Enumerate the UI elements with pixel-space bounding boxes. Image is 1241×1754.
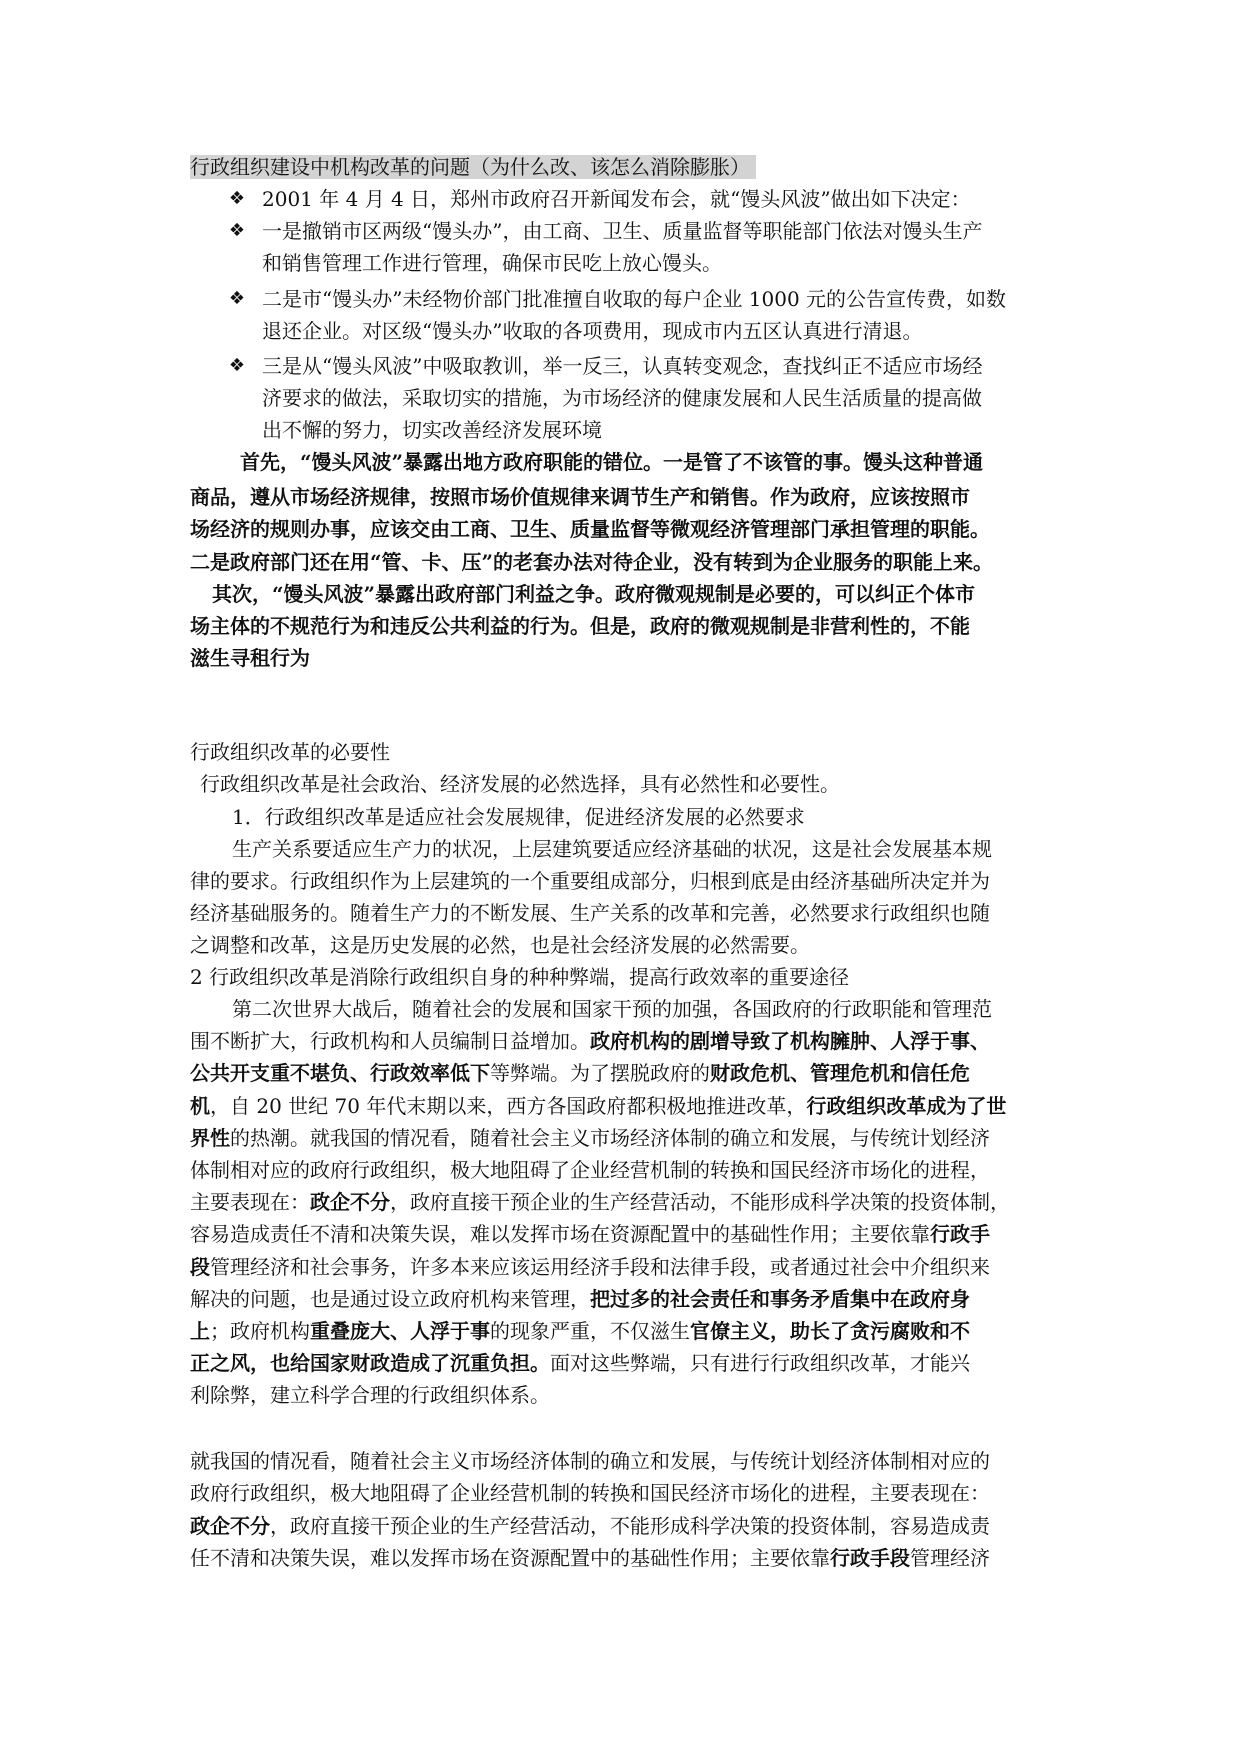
bold-para-line-4: 二是政府部门还在用“管、卡、压”的老套办法对待企业，没有转到为企业服务的职能上来。	[190, 550, 994, 574]
text-span: 围不断扩大，行政机构和人员编制日益增加。	[190, 1029, 590, 1054]
para2-line-1	[232, 993, 992, 1025]
bold-para-line-1: 首先，“馒头风波”暴露出地方政府职能的错位。一是管了不该管的事。馒头这种普通	[240, 450, 984, 474]
text-span: 的热潮。就我国的情况看，随着社会主义市场经济体制的确立和发展，与传统计划经济	[230, 1125, 990, 1150]
para2-line-7	[190, 1186, 1010, 1218]
text-span: 利除弊，建立科学合理的行政组织体系。	[190, 1383, 550, 1408]
para2-line-5	[190, 1122, 990, 1154]
text-span: ，政府直接干预企业的生产经营活动，不能形成科学决策的投资体制，容易造成责	[270, 1513, 990, 1538]
bullet-2-line-1: 一是撤销市区两级“馒头办”，由工商、卫生、质量监督等职能部门依法对馒头生产	[262, 219, 983, 243]
para2-line-8	[190, 1218, 990, 1250]
bold-text-span: 行政组织改革成为了世	[806, 1093, 1007, 1118]
para3-line-1	[190, 1445, 990, 1477]
bold-text-span: 上	[190, 1319, 210, 1343]
text-span: 的现象严重，不仅滋生	[490, 1319, 690, 1343]
para1-line-3: 经济基础服务的。随着生产力的不断发展、生产关系的改革和完善，必然要求行政组织也随	[190, 901, 990, 925]
para1-line-2: 律的要求。行政组织作为上层建筑的一个重要组成部分，归根到底是由经济基础所决定并为	[190, 869, 990, 893]
bold-para-line-3: 场经济的规则办事，应该交由工商、卫生、质量监督等微观经济管理部门承担管理的职能。	[190, 517, 990, 541]
para2-line-10	[190, 1283, 970, 1315]
bold-text-span: 财政危机、管理危机和信任危	[710, 1061, 970, 1086]
bold-text-span: 把过多的社会责任和事务矛盾集中在政府身	[590, 1286, 970, 1311]
bullet-3-line-1: 二是市“馒头办”未经物价部门批准擅自收取的每户企业 1000 元的公告宣传费，如数	[262, 287, 1007, 311]
para2-line-2	[190, 1025, 990, 1057]
text-span: 面对这些弊端，只有进行行政组织改革，才能兴	[550, 1351, 970, 1376]
bold-para-line-6: 场主体的不规范行为和违反公共利益的行为。但是，政府的微观规制是非营利性的，不能	[190, 614, 970, 638]
para1-line-1: 生产关系要适应生产力的状况，上层建筑要适应经济基础的状况，这是社会发展基本规	[232, 837, 992, 861]
bullet-4-line-2: 济要求的做法，采取切实的措施，为市场经济的健康发展和人民生活质量的提高做	[262, 386, 982, 410]
para3-line-4	[190, 1542, 990, 1574]
document-heading: 行政组织建设中机构改革的问题（为什么改、该怎么消除膨胀）	[190, 155, 756, 179]
bold-text-span: 行政手段	[830, 1545, 910, 1570]
bold-text-span: 政企不分	[190, 1513, 270, 1538]
para3-line-2	[190, 1477, 990, 1509]
bold-text-span: 机	[190, 1093, 210, 1118]
bold-text-span: 政企不分	[310, 1190, 390, 1215]
bullet-4-line-3: 出不懈的努力，切实改善经济发展环境	[262, 418, 602, 442]
bullet-2-line-2: 和销售管理工作进行管理，确保市民吃上放心馒头。	[262, 251, 722, 275]
bold-text-span: 界性	[190, 1125, 230, 1150]
diamond-bullet-icon: ❖	[228, 288, 246, 309]
para2-line-6	[190, 1154, 990, 1186]
bold-text-span: 重叠庞大、人浮于事	[310, 1319, 490, 1343]
para2-line-13	[190, 1379, 550, 1411]
bold-text-span: 段	[190, 1254, 210, 1279]
para2-line-3	[190, 1057, 970, 1089]
text-span: ，自 20 世纪 70 年代末期以来，西方各国政府都积极地推进改革，	[210, 1093, 807, 1118]
bold-text-span: 公共开支重不堪负、行政效率低下	[190, 1061, 490, 1086]
bullet-3-line-2: 退还企业。对区级“馒头办”收取的各项费用，现成市内五区认真进行清退。	[262, 319, 923, 343]
bullet-1-line-1: 2001 年 4 月 4 日，郑州市政府召开新闻发布会，就“馒头风波”做出如下决定：	[262, 187, 971, 211]
text-span: 政府行政组织，极大地阻碍了企业经营机制的转换和国民经济市场化的进程，主要表现在：	[190, 1481, 990, 1506]
bold-para-line-7: 滋生寻租行为	[190, 646, 310, 670]
text-span: 解决的问题，也是通过设立政府机构来管理，	[190, 1286, 590, 1311]
diamond-bullet-icon: ❖	[228, 355, 246, 376]
para2-line-9	[190, 1251, 990, 1283]
diamond-bullet-icon: ❖	[228, 188, 246, 209]
text-span: 管理经济	[910, 1545, 990, 1570]
text-span: 管理经济和社会事务，许多本来应该运用经济手段和法律手段，或者通过社会中介组织来	[210, 1254, 990, 1279]
text-span: ，政府直接干预企业的生产经营活动，不能形成科学决策的投资体制，	[390, 1190, 1010, 1215]
section-intro: 行政组织改革是社会政治、经济发展的必然选择，具有必然性和必要性。	[200, 772, 840, 796]
text-span: 第二次世界大战后，随着社会的发展和国家干预的加强，各国政府的行政职能和管理范	[232, 997, 992, 1021]
bold-text-span: 行政手	[930, 1222, 990, 1247]
text-span: 任不清和决策失误，难以发挥市场在资源配置中的基础性作用；主要依靠	[190, 1545, 830, 1570]
text-span: 就我国的情况看，随着社会主义市场经济体制的确立和发展，与传统计划经济体制相对应的	[190, 1449, 990, 1473]
para2-line-12	[190, 1347, 970, 1379]
point-1-title: 1．行政组织改革是适应社会发展规律，促进经济发展的必然要求	[232, 805, 805, 829]
diamond-bullet-icon: ❖	[228, 220, 246, 241]
bold-text-span: 正之风，也给国家财政造成了沉重负担。	[190, 1351, 550, 1376]
text-span: ；政府机构	[210, 1319, 310, 1343]
section-title: 行政组织改革的必要性	[190, 740, 390, 764]
para2-line-11	[190, 1315, 970, 1347]
bullet-4-line-1: 三是从“馒头风波”中吸取教训，举一反三，认真转变观念，查找纠正不适应市场经	[262, 354, 983, 378]
bold-text-span: 官僚主义，助长了贪污腐败和不	[690, 1319, 970, 1343]
bold-para-line-5: 其次，“馒头风波”暴露出政府部门利益之争。政府微观规制是必要的，可以纠正个体市	[212, 582, 976, 606]
text-span: 容易造成责任不清和决策失误，难以发挥市场在资源配置中的基础性作用；主要依靠	[190, 1222, 930, 1247]
text-span: 等弊端。为了摆脱政府的	[490, 1061, 710, 1086]
bold-para-line-2: 商品，遵从市场经济规律，按照市场价值规律来调节生产和销售。作为政府，应该按照市	[190, 485, 970, 509]
para1-line-4: 之调整和改革，这是历史发展的必然，也是社会经济发展的必然需要。	[190, 933, 810, 957]
point-2-title: 2 行政组织改革是消除行政组织自身的种种弊端，提高行政效率的重要途径	[190, 965, 850, 989]
text-span: 体制相对应的政府行政组织，极大地阻碍了企业经营机制的转换和国民经济市场化的进程，	[190, 1158, 990, 1182]
heading-line	[190, 151, 756, 183]
bold-text-span: 政府机构的剧增导致了机构臃肿、人浮于事、	[590, 1029, 990, 1054]
text-span: 主要表现在：	[190, 1190, 310, 1215]
para3-line-3	[190, 1510, 990, 1542]
para2-line-4	[190, 1090, 1006, 1122]
